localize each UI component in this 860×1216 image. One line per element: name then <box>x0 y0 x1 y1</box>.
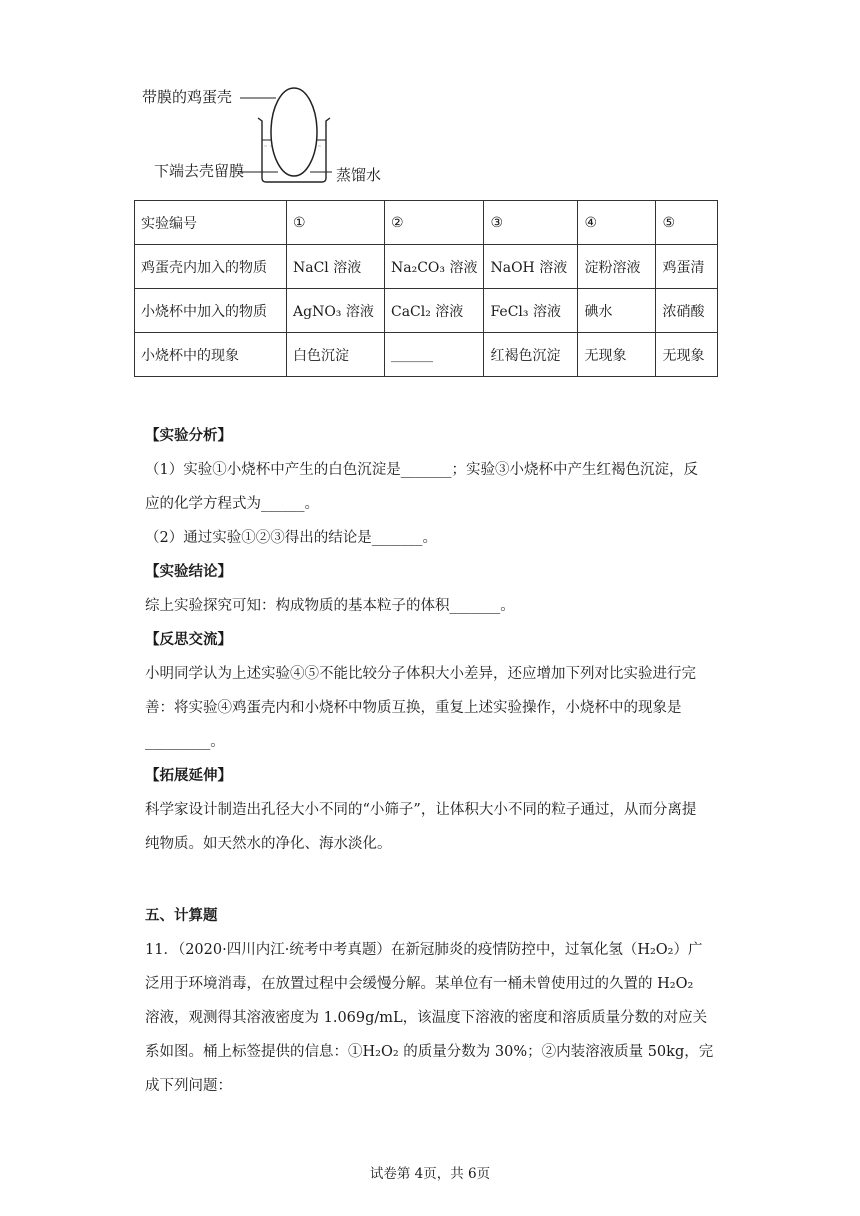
egg-osmosis-diagram <box>140 74 400 190</box>
table-cell: ⑤ <box>656 201 718 245</box>
question-11-line-5: 成下列问题： <box>145 1078 232 1094</box>
table-cell: CaCl₂ 溶液 <box>385 289 484 333</box>
reflection-line-1: 小明同学认为上述实验④⑤不能比较分子体积大小差异，还应增加下列对比实验进行完 <box>145 666 696 682</box>
table-cell: Na₂CO₃ 溶液 <box>385 245 484 289</box>
conclusion-text: 综上实验探究可知：构成物质的基本粒子的体积_______。 <box>145 598 515 614</box>
table-cell: NaOH 溶液 <box>484 245 578 289</box>
table-cell: 鸡蛋清 <box>656 245 718 289</box>
experiment-table <box>134 200 718 377</box>
table-cell: ① <box>287 201 385 245</box>
extension-line-1: 科学家设计制造出孔径大小不同的“小筛子”，让体积大小不同的粒子通过，从而分离提 <box>145 802 697 818</box>
reflection-heading: 【反思交流】 <box>145 631 232 648</box>
table-row <box>135 245 718 289</box>
table-cell: 鸡蛋壳内加入的物质 <box>135 245 287 289</box>
table-cell: ______ <box>385 333 484 377</box>
extension-line-2: 纯物质。如天然水的净化、海水淡化。 <box>145 836 392 852</box>
question-11-line-2: 泛用于环境消毒，在放置过程中会缓慢分解。某单位有一桶未曾使用过的久置的 H₂O₂ <box>145 976 694 992</box>
section-5-title: 五、计算题 <box>145 907 218 924</box>
table-row <box>135 333 718 377</box>
label-egg-shell: 带膜的鸡蛋壳 <box>142 88 233 106</box>
page-footer: 试卷第 4页，共 6页 <box>369 1166 491 1182</box>
table-cell: 淀粉溶液 <box>578 245 656 289</box>
table-cell: 红褐色沉淀 <box>484 333 578 377</box>
question-11-line-4: 系如图。桶上标签提供的信息：①H₂O₂ 的质量分数为 30%；②内装溶液质量 50kg，完 <box>145 1044 714 1060</box>
table-cell: ③ <box>484 201 578 245</box>
reflection-line-2: 善：将实验④鸡蛋壳内和小烧杯中物质互换，重复上述实验操作，小烧杯中的现象是 <box>145 700 682 716</box>
table-cell: ④ <box>578 201 656 245</box>
conclusion-heading: 【实验结论】 <box>145 563 232 580</box>
table-cell: 小烧杯中的现象 <box>135 333 287 377</box>
question-1-line-2: 应的化学方程式为______。 <box>145 496 319 512</box>
question-2: （2）通过实验①②③得出的结论是_______。 <box>145 530 437 546</box>
table-cell: AgNO₃ 溶液 <box>287 289 385 333</box>
label-distilled-water: 蒸馏水 <box>336 166 382 184</box>
table-cell: 碘水 <box>578 289 656 333</box>
question-1-line-1: （1）实验①小烧杯中产生的白色沉淀是_______；实验③小烧杯中产生红褐色沉淀，反 <box>145 462 698 478</box>
table-cell: 白色沉淀 <box>287 333 385 377</box>
table-cell: FeCl₃ 溶液 <box>484 289 578 333</box>
table-row <box>135 201 718 245</box>
table-cell: 小烧杯中加入的物质 <box>135 289 287 333</box>
table-cell: 浓硝酸 <box>656 289 718 333</box>
extension-heading: 【拓展延伸】 <box>145 767 232 784</box>
question-11-line-3: 溶液，观测得其溶液密度为 1.069g/mL，该温度下溶液的密度和溶质质量分数的对应关 <box>145 1010 708 1026</box>
table-cell: 无现象 <box>578 333 656 377</box>
table-cell: 实验编号 <box>135 201 287 245</box>
analysis-heading: 【实验分析】 <box>145 427 232 444</box>
reflection-line-3: _________。 <box>145 734 225 750</box>
label-bottom-membrane: 下端去壳留膜 <box>154 162 245 180</box>
question-11-line-1: 11．（2020·四川内江·统考中考真题）在新冠肺炎的疫情防控中，过氧化氢（H₂O₂）广 <box>145 942 703 958</box>
table-row <box>135 289 718 333</box>
table-cell: 无现象 <box>656 333 718 377</box>
table-cell: NaCl 溶液 <box>287 245 385 289</box>
table-cell: ② <box>385 201 484 245</box>
